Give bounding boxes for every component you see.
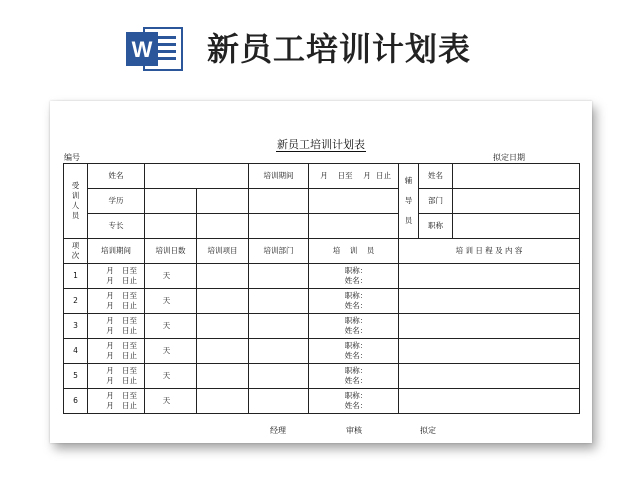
col-period-header: 培训期间 — [88, 239, 145, 264]
word-icon-letter: W — [131, 37, 153, 62]
row-schedule[interactable] — [399, 389, 580, 414]
document-page — [50, 101, 592, 443]
schedule-row — [64, 389, 580, 414]
schedule-row — [64, 289, 580, 314]
row-project[interactable] — [197, 264, 249, 289]
row-period[interactable]: 月 日至 月 日止 — [88, 339, 145, 364]
tutor-name-label: 姓名 — [419, 164, 453, 189]
number-label: 编号 — [64, 153, 80, 162]
schedule-row — [64, 314, 580, 339]
name-value[interactable] — [145, 164, 249, 189]
education-label: 学历 — [88, 189, 145, 214]
row-dept[interactable] — [249, 264, 309, 289]
col-item-header: 项 次 — [64, 239, 88, 264]
period-label: 培训期间 — [249, 164, 309, 189]
row-number: 5 — [64, 364, 88, 389]
document-title — [50, 136, 592, 152]
col-days-header: 培训日数 — [145, 239, 197, 264]
name-label: 姓名 — [88, 164, 145, 189]
specialty-value[interactable] — [145, 214, 197, 239]
specialty-extra[interactable] — [197, 214, 249, 239]
schedule-row — [64, 339, 580, 364]
period-value[interactable]: 月 日至 月 日止 — [309, 164, 399, 189]
education-extra[interactable] — [197, 189, 249, 214]
row-dept[interactable] — [249, 289, 309, 314]
row-period[interactable]: 月 日至 月 日止 — [88, 364, 145, 389]
tutor-title-value[interactable] — [453, 214, 580, 239]
education-value[interactable] — [145, 189, 197, 214]
schedule-row — [64, 264, 580, 289]
row-dept[interactable] — [249, 314, 309, 339]
specialty-label: 专长 — [88, 214, 145, 239]
row-days[interactable]: 天 — [145, 339, 197, 364]
row-dept[interactable] — [249, 339, 309, 364]
row-days[interactable]: 天 — [145, 264, 197, 289]
row-number: 6 — [64, 389, 88, 414]
row-days[interactable]: 天 — [145, 364, 197, 389]
review-signature-label: 审核 — [346, 426, 362, 435]
tutor-label: 辅 导 员 — [399, 164, 419, 239]
trainee-label: 受 训 人 员 — [64, 164, 88, 239]
row-dept[interactable] — [249, 389, 309, 414]
blank-cell[interactable] — [249, 214, 309, 239]
blank-cell[interactable] — [309, 214, 399, 239]
row-schedule[interactable] — [399, 339, 580, 364]
row-trainer[interactable]: 职称： 姓名： — [309, 264, 399, 289]
blank-cell[interactable] — [309, 189, 399, 214]
row-schedule[interactable] — [399, 289, 580, 314]
row-project[interactable] — [197, 364, 249, 389]
row-days[interactable]: 天 — [145, 289, 197, 314]
col-project-header: 培训项目 — [197, 239, 249, 264]
tutor-title-label: 职称 — [419, 214, 453, 239]
row-project[interactable] — [197, 314, 249, 339]
training-plan-table — [63, 163, 580, 414]
col-dept-header: 培训部门 — [249, 239, 309, 264]
tutor-dept-label: 部门 — [419, 189, 453, 214]
document-title-text: 新员工培训计划表 — [277, 138, 365, 151]
banner-title: 新员工培训计划表 — [207, 30, 472, 68]
tutor-name-value[interactable] — [453, 164, 580, 189]
trainee-row-name — [64, 164, 580, 189]
row-schedule[interactable] — [399, 264, 580, 289]
word-document-icon — [124, 26, 184, 72]
schedule-row — [64, 364, 580, 389]
tutor-dept-value[interactable] — [453, 189, 580, 214]
row-period[interactable]: 月 日至 月 日止 — [88, 389, 145, 414]
row-trainer[interactable]: 职称： 姓名： — [309, 389, 399, 414]
banner — [0, 0, 640, 96]
schedule-header-row — [64, 239, 580, 264]
row-schedule[interactable] — [399, 364, 580, 389]
row-schedule[interactable] — [399, 314, 580, 339]
manager-signature-label: 经理 — [270, 426, 286, 435]
row-trainer[interactable]: 职称： 姓名： — [309, 339, 399, 364]
row-project[interactable] — [197, 389, 249, 414]
row-trainer[interactable]: 职称： 姓名： — [309, 289, 399, 314]
row-dept[interactable] — [249, 364, 309, 389]
blank-cell[interactable] — [249, 189, 309, 214]
trainee-row-specialty — [64, 214, 580, 239]
row-trainer[interactable]: 职称： 姓名： — [309, 364, 399, 389]
row-days[interactable]: 天 — [145, 314, 197, 339]
row-number: 3 — [64, 314, 88, 339]
date-label: 拟定日期 — [493, 153, 525, 162]
row-trainer[interactable]: 职称： 姓名： — [309, 314, 399, 339]
row-number: 1 — [64, 264, 88, 289]
trainee-row-education — [64, 189, 580, 214]
row-period[interactable]: 月 日至 月 日止 — [88, 289, 145, 314]
row-number: 4 — [64, 339, 88, 364]
col-trainer-header: 培 训 员 — [309, 239, 399, 264]
draft-signature-label: 拟定 — [420, 426, 436, 435]
row-days[interactable]: 天 — [145, 389, 197, 414]
col-schedule-header: 培 训 日 程 及 内 容 — [399, 239, 580, 264]
row-project[interactable] — [197, 289, 249, 314]
row-period[interactable]: 月 日至 月 日止 — [88, 264, 145, 289]
row-period[interactable]: 月 日至 月 日止 — [88, 314, 145, 339]
row-project[interactable] — [197, 339, 249, 364]
row-number: 2 — [64, 289, 88, 314]
